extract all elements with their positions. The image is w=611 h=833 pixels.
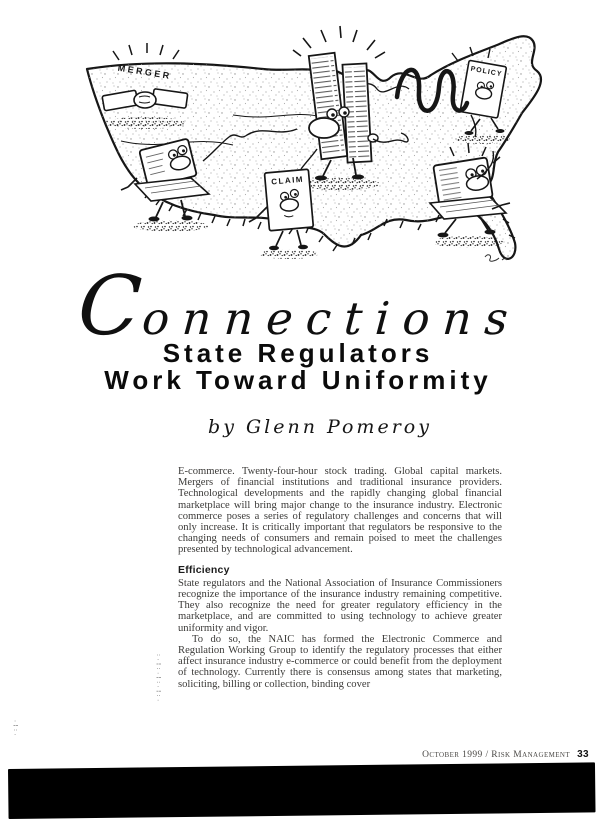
issue-label: October 1999 / Risk Management	[422, 750, 571, 760]
script-title: Connections	[75, 259, 523, 354]
illustration-credit-microtext: ·:¦·:¦·:¦·:	[156, 652, 162, 702]
section-heading: Efficiency	[178, 563, 230, 576]
svg-text:MERGER: MERGER	[117, 62, 173, 82]
page-footer	[300, 749, 589, 760]
lede-paragraph: E-commerce. Twenty-four-hour stock trading. Global capital markets. Mergers of financial institutions and traditional insurance providers. Technological developments and the rapidly changing global financial marketplace will bring major change to the insurance industry. Electronic commerce poses a series of regulatory challenges and concerns that will only increase. It is critically important that regulators be responsive to the changing needs of consumers and remain poised to meet the challenges presented by technological advancement.	[178, 466, 502, 556]
us-map-illustration	[25, 18, 590, 288]
headline-line2: Work Toward Uniformity	[104, 365, 492, 395]
article-body	[178, 466, 502, 690]
paragraph: To do so, the NAIC has formed the Electronic Commerce and Regulation Working Group to identify the regulatory processes that either affect insurance industry e-commerce or could benefit from the deployment of technology. Currently there is consensus among states that marketing, soliciting, billing or collection, binding cover	[178, 633, 502, 690]
bottom-black-bar	[8, 762, 596, 819]
svg-text:CLAIM: CLAIM	[270, 174, 305, 187]
margin-microtext: ·:¦·	[13, 718, 19, 737]
page-number: 33	[577, 749, 589, 760]
headline-line1: State Regulators	[162, 338, 434, 368]
paragraph: State regulators and the National Association of Insurance Commissioners recognize the importance of the insurance industry remaining competitive. They also recognize the need for greater regulatory efficiency in the marketplace, and are committed to using technology to achieve greater uniformity and vigor.	[178, 577, 502, 634]
svg-text:POLICY: POLICY	[470, 65, 503, 79]
byline: by Glenn Pomeroy	[208, 416, 432, 438]
